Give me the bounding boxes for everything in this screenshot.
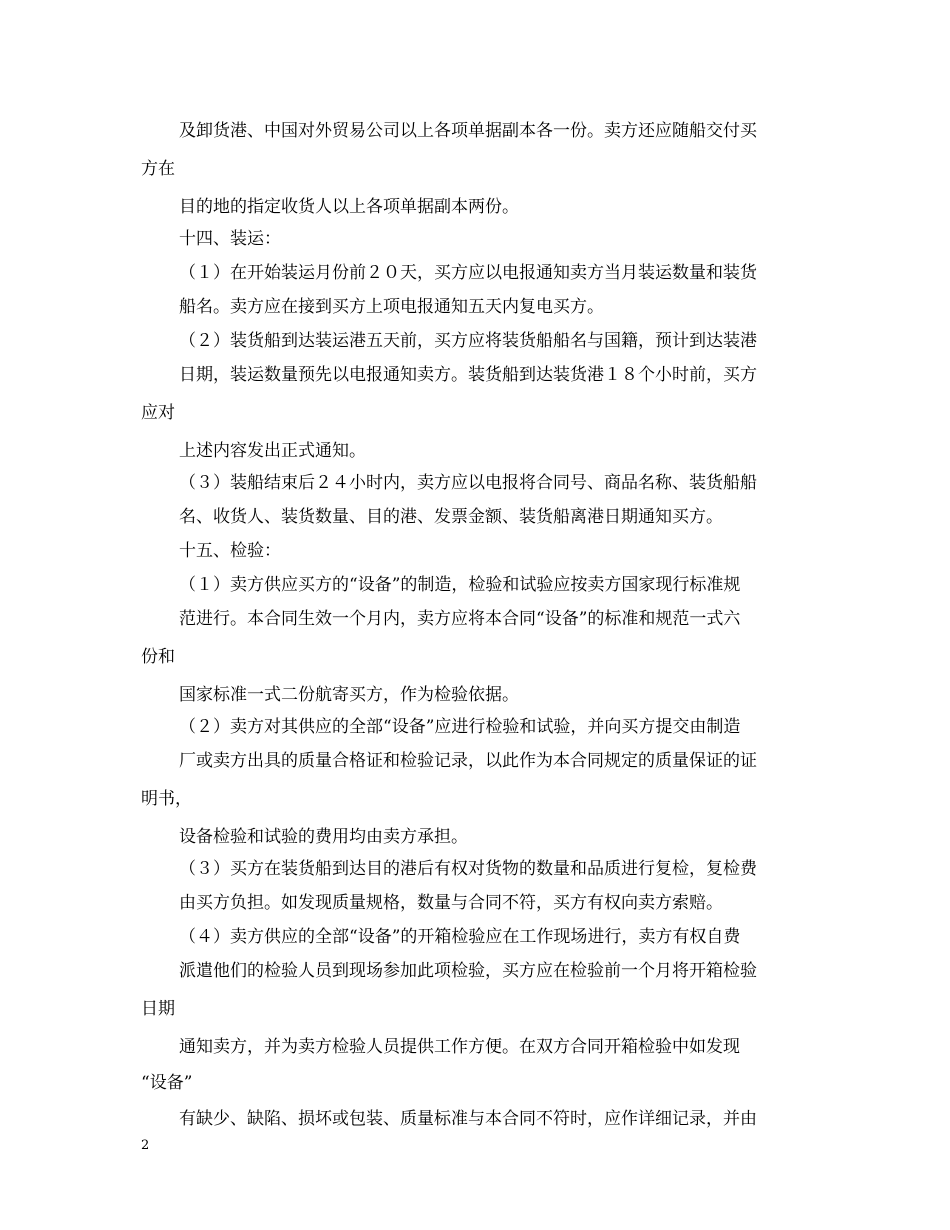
- text-line: 由买方负担。如发现质量规格，数量与合同不符，买方有权向卖方索赔。: [179, 893, 723, 913]
- section-heading: 十五、检验：: [179, 541, 281, 561]
- section-heading: 十四、装运：: [179, 229, 281, 249]
- text-line: 应对: [141, 403, 175, 423]
- text-line: “设备”: [141, 1073, 193, 1093]
- text-line: （３）买方在装货船到达目的港后有权对货物的数量和品质进行复检，复检费: [179, 859, 757, 879]
- text-line: （２）装货船到达装运港五天前，买方应将装货船船名与国籍，预计到达装港: [179, 331, 757, 351]
- text-line: 国家标准一式二份航寄买方，作为检验依据。: [179, 685, 519, 705]
- text-line: 名、收货人、装货数量、目的港、发票金额、装货船离港日期通知买方。: [179, 507, 723, 527]
- text-line: 厂或卖方出具的质量合格证和检验记录，以此作为本合同规定的质量保证的证: [179, 751, 757, 771]
- text-line: 有缺少、缺陷、损坏或包装、质量标准与本合同不符时，应作详细记录，并由: [179, 1109, 757, 1129]
- text-line: 通知卖方，并为卖方检验人员提供工作方便。在双方合同开箱检验中如发现: [179, 1037, 740, 1057]
- text-line: 派遣他们的检验人员到现场参加此项检验，买方应在检验前一个月将开箱检验: [179, 961, 757, 981]
- text-line: 船名。卖方应在接到买方上项电报通知五天内复电买方。: [179, 297, 604, 317]
- text-line: （２）卖方对其供应的全部“设备”应进行检验和试验，并向买方提交由制造: [179, 717, 741, 737]
- text-line: 目的地的指定收货人以上各项单据副本两份。: [179, 197, 519, 217]
- text-line: 范进行。本合同生效一个月内，卖方应将本合同“设备”的标准和规范一式六: [179, 609, 741, 629]
- text-line: 日期，装运数量预先以电报通知卖方。装货船到达装货港１８个小时前，买方: [179, 365, 757, 385]
- text-line: 方在: [141, 159, 175, 179]
- page-number: 2: [141, 1138, 150, 1153]
- text-line: （１）在开始装运月份前２０天，买方应以电报通知卖方当月装运数量和装货: [179, 263, 757, 283]
- text-line: （１）卖方供应买方的“设备”的制造，检验和试验应按卖方国家现行标准规: [179, 575, 741, 595]
- text-line: 及卸货港、中国对外贸易公司以上各项单据副本各一份。卖方还应随船交付买: [179, 121, 757, 141]
- text-line: 份和: [141, 647, 175, 667]
- text-line: 设备检验和试验的费用均由卖方承担。: [179, 827, 468, 847]
- text-line: 日期: [141, 999, 175, 1019]
- text-line: 明书，: [141, 789, 192, 809]
- text-line: （４）卖方供应的全部“设备”的开箱检验应在工作现场进行，卖方有权自费: [179, 927, 741, 947]
- text-line: 上述内容发出正式通知。: [179, 441, 366, 461]
- text-line: （３）装船结束后２４小时内，卖方应以电报将合同号、商品名称、装货船船: [179, 473, 757, 493]
